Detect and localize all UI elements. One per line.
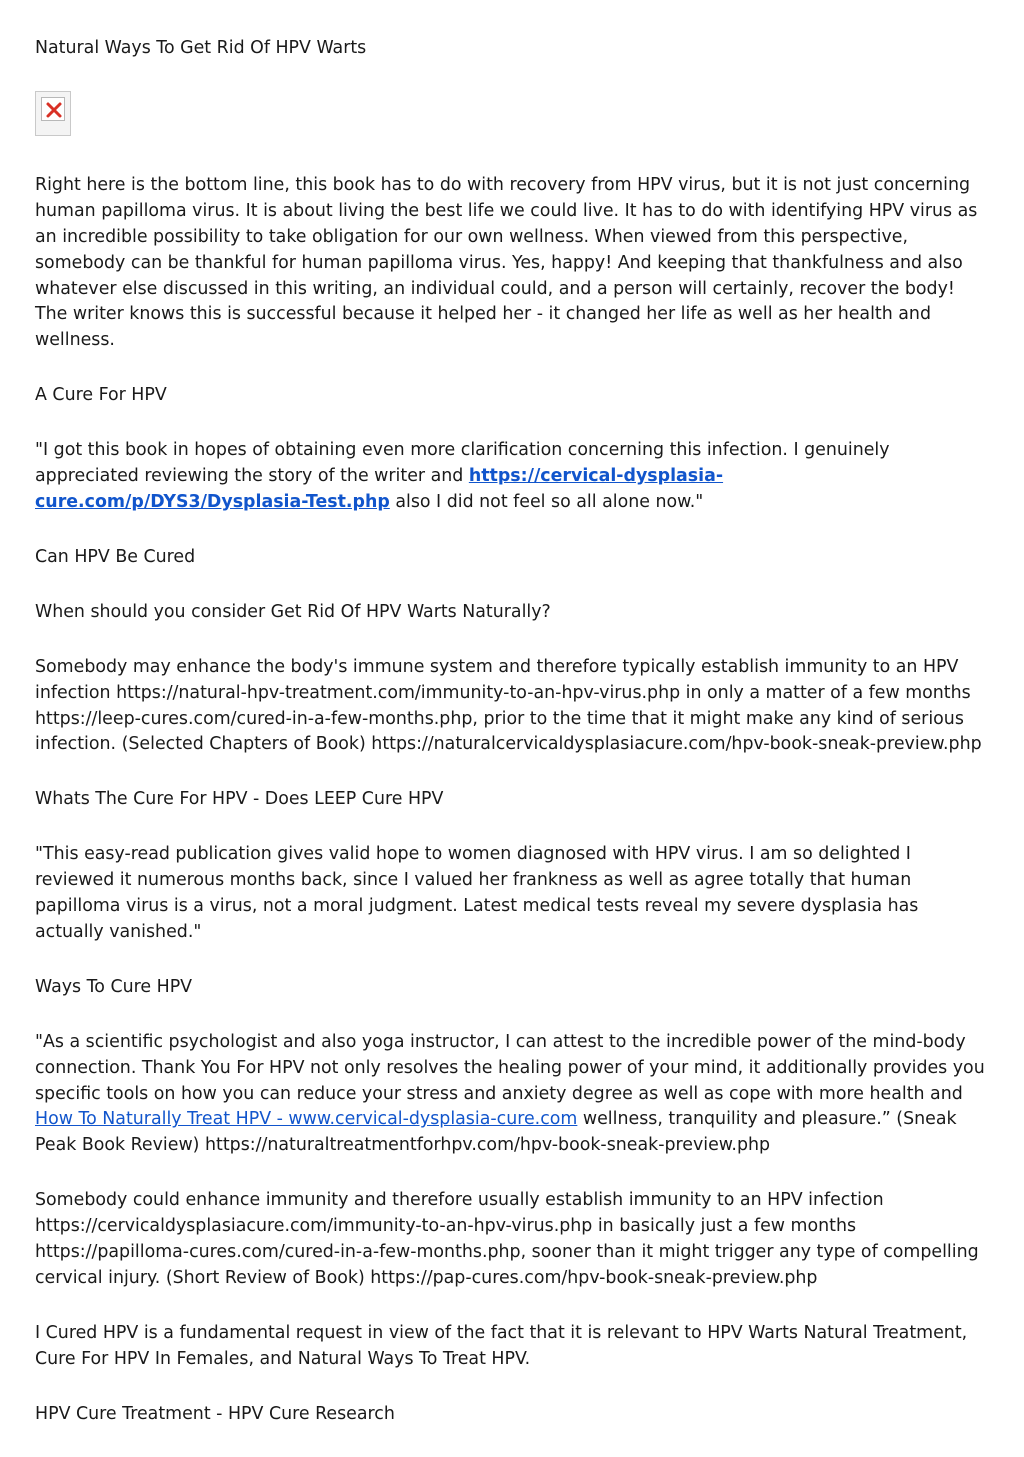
quote-text-after: also I did not feel so all alone now." [389,491,704,512]
psychologist-text-after: wellness, tranquility and pleasure.” (Sneak Peak Book Review) https://naturaltreatmentforhpv.com/hpv-book-sneak-preview.php [35,1109,957,1156]
heading-ways-to-cure: Ways To Cure HPV [35,976,193,997]
psychologist-text-before: "As a scientific psychologist and also yoga instructor, I can attest to the incredible power of the mind-body connection. Thank You For HPV not only resolves the healing power of your mind, it additionally provides you specific tools on how you can reduce your stress and anxiety degree as well as cope with more health and [35,1031,985,1104]
document-title: Natural Ways To Get Rid Of HPV Warts [35,38,367,58]
broken-image-icon [35,91,71,136]
document-page [35,36,990,1457]
heading-hpv-cure-treatment: HPV Cure Treatment - HPV Cure Research [35,1403,395,1424]
quote-text-before: "I got this book in hopes of obtaining even more clarification concerning this infection. I genuinely appreciated reviewing the story of the writer and [35,440,890,487]
paragraph-immune-system: Somebody may enhance the body's immune system and therefore typically establish immunity to an HPV infection https://natural-hpv-treatment.com/immunity-to-an-hpv-virus.php in only a matter of a few months https://leep-cures.com/cured-in-a-few-months.php, prior to the time that it might make any kind of serious infection. (Selected Chapters of Book) https://naturalcervicaldysplasiacure.com/hpv-book-sneak-preview.php [35,656,982,755]
paragraph-psychologist [35,1030,990,1160]
heading-whats-the-cure: Whats The Cure For HPV - Does LEEP Cure HPV [35,789,444,810]
paragraph-enhance-immunity: Somebody could enhance immunity and therefore usually establish immunity to an HPV infection https://cervicaldysplasiacure.com/immunity-to-an-hpv-virus.php in basically just a few months https://papilloma-cures.com/cured-in-a-few-months.php, sooner than it might trigger any type of compelling cervical injury. (Short Review of Book) https://pap-cures.com/hpv-book-sneak-preview.php [35,1190,979,1288]
dysplasia-test-link[interactable]: https://cervical-dysplasia-cure.com/p/DYS3/Dysplasia-Test.php [35,466,724,512]
heading-when-should-you-consider: When should you consider Get Rid Of HPV Warts Naturally? [35,601,551,622]
paragraph-quote-book [35,438,990,516]
paragraph-intro: Right here is the bottom line, this book has to do with recovery from HPV virus, but it is not just concerning human papilloma virus. It is about living the best life we could live. It has to do with identifying HPV virus as an incredible possibility to take obligation for our own wellness. When viewed from this perspective, somebody can be thankful for human papilloma virus. Yes, happy! And keeping that thankfulness and also whatever else discussed in this writing, an individual could, and a person will certainly, recover the body! The writer knows this is successful because it helped her - it changed her life as well as her health and wellness. [35,174,978,351]
paragraph-easy-read: "This easy-read publication gives valid hope to women diagnosed with HPV virus. I am so delighted I reviewed it numerous months back, since I valued her frankness as well as agree totally that human papilloma virus is a virus, not a moral judgment. Latest medical tests reveal my severe dysplasia has actually vanished." [35,844,919,942]
heading-a-cure-for-hpv: A Cure For HPV [35,385,167,406]
naturally-treat-hpv-link[interactable]: How To Naturally Treat HPV - www.cervical-dysplasia-cure.com [35,1109,578,1130]
paragraph-i-cured-hpv: I Cured HPV is a fundamental request in view of the fact that it is relevant to HPV Warts Natural Treatment, Cure For HPV In Females, and Natural Ways To Treat HPV. [35,1322,968,1369]
heading-can-hpv-be-cured: Can HPV Be Cured [35,546,196,567]
